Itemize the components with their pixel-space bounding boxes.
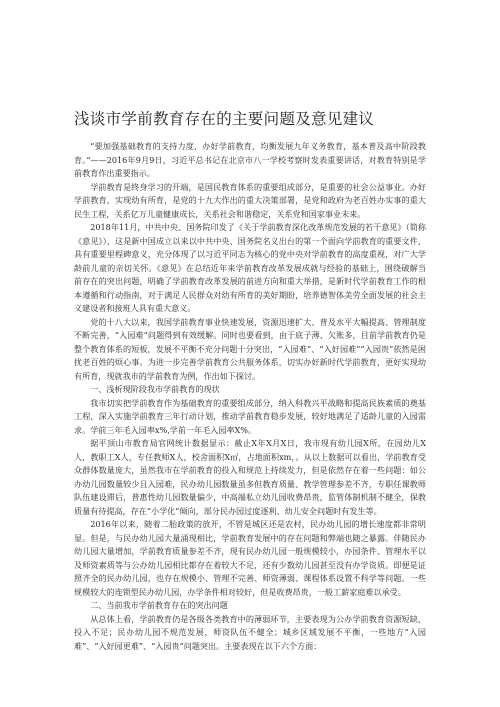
paragraph-4: 党的十八大以来，我国学前教育事业快速发展，资源迅速扩大、普及水平大幅提高、管理制度不断完善，“入园难”问题得到有效缓解。同时也要看到，由于底子薄、欠账多，目前学前教育仍是整个教育体系的短板，发展不平衡不充分问题十分突出，“入园难”、“入好园难”“入园贵”依然是困扰老百姓的烦心事。为进一步完善学前教育公共服务体系，切实办好新时代学前教育，更好实现幼有所育，现就我市的学前教育为例，作出如下探讨。 — [74, 316, 426, 381]
paragraph-5: 我市切实把学前教育作为基础教育的重要组成部分，纳入科教兴平战略和提高民族素质的奠基工程，深入实施学前教育三年行动计划，推动学前教育稳步发展，较好地满足了适龄儿童的入园需求。学前三年毛入园率x%,学前一年毛入园率X%。 — [74, 397, 426, 435]
section-heading-2: 二、当前我市学前教育存在的突出问题 — [90, 600, 228, 610]
paragraph-1: “要加强基础教育的支持力度，办好学前教育，均衡发展九年义务教育，基本普及高中阶段教育。”——2016年9月9日，习近平总书记在北京市八一学校考察时发表重要讲话，对教育特别是学前教育作出重要指示。 — [74, 141, 426, 178]
document-title: 浅谈市学前教育存在的主要问题及意见建议 — [74, 110, 375, 128]
paragraph-3: 2018年11月，中共中央、国务院印发了《关于学前教育深化改革规范发展的若干意见》（简称《意见》），这是新中国成立以来以中共中央、国务院名义出台的第一个面向学前教育的重要文件，具有重要里程碑意义，充分体现了以习近平同志为核心的党中央对学前教育的高度重视，对广大学龄前儿童的亲切关怀。《意见》在总结近年来学前教育改革发展成就与经验的基础上，围绕破解当前存在的突出问题，明确了学前教育改革发展的前进方向和重大举措，是新时代学前教育工作的根本遵循和行动指南，对于满足人民群众对幼有所育的美好期盼，培养德智体美劳全面发展的社会主义建设者和接班人具有重大意义。 — [74, 222, 426, 313]
paragraph-6: 据平顶山市教育局官网统计数据显示：截止X年X月X日，我市现有幼儿园X所，在园幼儿X人，教职工X人，专任教师X人，校舍面积X㎡，占地面积xm，。从以上数据可以看出，学前教育受众群体数量庞大，虽然我市在学前教育的投入和规范上持续发力，但是依然存在着一些问题：如公办幼儿园数量较少且入园难，民办幼儿园数量虽多但教育质量、教学管理参差不齐，专职任课教师队伍建设滞后，普惠性幼儿园数量偏少，中高端私立幼儿园收费昂贵，监管体制机制不健全，保教质量有待提高，存在“小学化”倾向，部分民办园过度逐利、幼儿安全问题时有发生等。 — [74, 438, 426, 516]
paragraph-8: 从总体上看，学前教育仍是各级各类教育中的薄弱环节，主要表现为公办学前教育资源短缺，投入不足；民办幼儿园不规范发展，师资队伍不健全；城乡区域发展不平衡，一些地方“入园难”、“入好园更难”、“入园贵”问题突出。主要表现在以下六个方面： — [74, 613, 426, 651]
paragraph-7: 2016年以来，随着二胎政策的放开，不管是城区还是农村，民办幼儿园的增长速度都非常明显。但是，与民办幼儿园大量涌现相比，学前教育发展中的存在问题和弊端也随之暴露。伴随民办幼儿园大量增加，学前教育质量参差不齐，现有民办幼儿园一般规模较小，办园条件、管理水平以及师资素质等与公办幼儿园相比都存在着较大不足，还有少数幼儿园甚至没有办学资质。即便是证照齐全的民办幼儿园，也存在规模小、管理不完善、师资薄弱、课程体系设置不科学等问题。一些规模较大的连锁型民办幼儿园，办学条件相对较好，但是收费昂贵，一般工薪家庭难以承受。 — [74, 519, 426, 597]
section-heading-1: 一、浅析现阶段我市学前教育的现状 — [90, 384, 220, 394]
document-body — [74, 140, 426, 653]
paragraph-2: 学前教育是终身学习的开端，是国民教育体系的重要组成部分，是重要的社会公益事业。办好学前教育，实现幼有所育，是党的十九大作出的重大决策部署，是党和政府为老百姓办实事的重大民生工程，关系亿万儿童健康成长，关系社会和谐稳定，关系党和国家事业未来。 — [74, 181, 426, 219]
